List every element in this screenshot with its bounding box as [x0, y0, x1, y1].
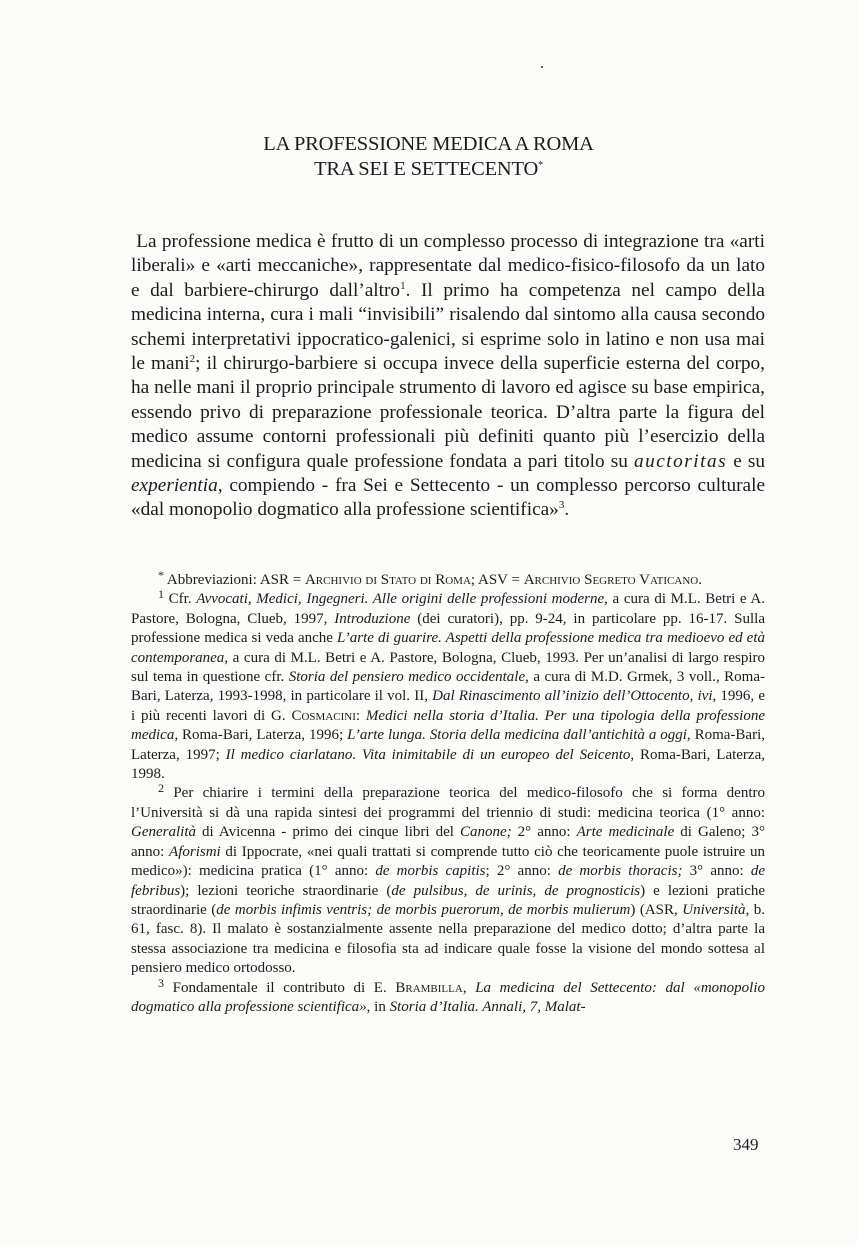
footnote-3: $^3$ Fondamentale il contributo di E. Brambilla, La medicina del Settecento: dal «monopolio dogmatico alla professione scientifica», in Storia d’Italia. Annali, 7, Malat-: [131, 975, 765, 1015]
article-title: [110, 133, 747, 180]
footnote-1: $^1$ Cfr. Avvocati, Medici, Ingegneri. Alle origini delle professioni moderne, a cura di M.L. Betri e A. Pastore, Bologna, Clueb, 1997, Introduzione (dei curatori), pp. 9-24, in particolare pp. 16-17. Sulla professione medica si veda anche L’arte di guarire. Aspetti della professione medica tra medioevo ed età contemporanea, a cura di M.L. Betri e A. Pastore, Bologna, Clueb, 1993. Per un’analisi di largo respiro sul tema in questione cfr. Storia del pensiero medico occidentale, a cura di M.D. Grmek, 3 voll., Roma-Bari, Laterza, 1993-1998, in particolare il vol. II, Dal Rinascimento all’inizio dell’Ottocento, ivi, 1996, e i più recenti lavori di G. Cosmacini: Medici nella storia d’Italia. Per una tipologia della professione medica, Roma-Bari, Laterza, 1996; L’arte lunga. Storia della medicina dall’antichità a oggi, Roma-Bari, Laterza, 1997; Il medico ciarlatano. Vita inimitabile di un europeo del Seicento, Roma-Bari, Laterza, 1998.: [131, 587, 766, 783]
speck-mark: [541, 66, 543, 68]
term-auctoritas: auctoritas: [633, 450, 728, 472]
title-line-1: LA PROFESSIONE MEDICA A ROMA: [263, 133, 594, 155]
title-line-2: TRA SEI E SETTECENTO*: [314, 158, 543, 180]
footnote-star: * Abbreviazioni: ASR = Archivio di Stato di Roma; ASV = Archivio Segreto Vaticano.: [158, 568, 702, 588]
footnote-2: $^2$ Per chiarire i termini della preparazione teorica del medico-filosofo che si forma dentro l’Università si dà una rapida sintesi dei programmi del triennio di studi: medicina teorica (1° anno: Generalità di Avicenna - primo dei cinque libri del Canone; 2° anno: Arte medicinale di Galeno; 3° anno: Aforismi di Ippocrate, «nei quali trattati si comprende tutto ciò che teoricamente puole istruire un medico»): medicina pratica (1° anno: de morbis capitis; 2° anno: de morbis thoracis; 3° anno: de febribus); lezioni teoriche straordinarie (de pulsibus, de urinis, de prognosticis) e lezioni pratiche straordinarie (de morbis infimis ventris; de morbis puerorum, de morbis mulierum) (ASR, Università, b. 61, fasc. 8). Il malato è sostanzialmente assente nella preparazione del medico dotto; d’altra parte la stessa associazione tra medicina e filosofia sta ad indicare quale fosse la visione del mondo sottesa al pensiero medico ortodosso.: [131, 781, 766, 977]
footnote-ref-3: 3: [558, 499, 565, 512]
page-number: 349: [733, 1135, 759, 1154]
footnote-ref-1: 1: [400, 279, 406, 292]
title-footnote-mark: *: [538, 160, 543, 171]
body-paragraph: La professione medica è frutto di un complesso processo di integrazione tra «arti liberali» e «arti meccaniche», rappresentate dal medico-fisico-filosofo da un lato e dal barbiere-chirurgo dall’altro$^1$. Il primo ha competenza nel campo della medicina interna, cura i mali “invisibili” risalendo dal sintomo alla causa secondo schemi interpretativi ippocratico-galenici, si esprime solo in latino e non usa mai le mani$^2$; il chirurgo-barbiere si occupa invece della superficie esterna del corpo, ha nelle mani il proprio principale strumento di lavoro ed agisce su base empirica, essendo privo di preparazione professionale teorica. D’altra parte la figura del medico assume contorni professionali più definiti quanto più l’esercizio della medicina si configura quale professione fondata a pari titolo su auctoritas e su experientia, compiendo - fra Sei e Settecento - un complesso percorso culturale «dal monopolio dogmatico alla professione scientifica»$^3$.: [131, 231, 765, 521]
term-experientia: experientia,: [131, 475, 223, 497]
footnotes: [131, 568, 766, 1017]
footnote-ref-2: 2: [189, 353, 196, 366]
